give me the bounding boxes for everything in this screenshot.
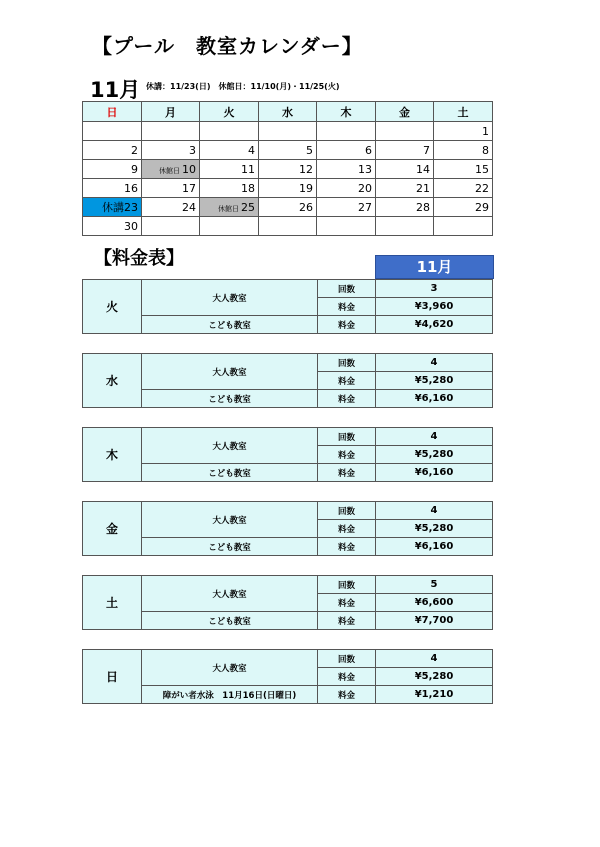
- adult-class-label: 大人教室: [142, 502, 318, 538]
- closed-day-tag: 休館日: [218, 204, 239, 213]
- calendar-day-cell: [142, 179, 200, 198]
- fee-label: 料金: [318, 538, 376, 556]
- calendar-day-cell: [317, 160, 376, 179]
- calendar-day-cell: [83, 160, 142, 179]
- calendar-day-cell: [83, 198, 142, 217]
- calendar-day-cell: [142, 160, 200, 179]
- calendar-day-number: 25: [241, 200, 255, 214]
- cancelled-class-tag: 休講: [102, 201, 124, 214]
- calendar-empty-cell: [200, 217, 259, 236]
- adult-fee-value: ¥5,280: [376, 372, 493, 390]
- adult-class-label: 大人教室: [142, 428, 318, 464]
- calendar-week-row: [83, 160, 493, 179]
- second-fee-value: ¥4,620: [376, 316, 493, 334]
- adult-fee-value: ¥5,280: [376, 446, 493, 464]
- calendar-empty-cell: [83, 122, 142, 141]
- weekday-header-row: [83, 102, 493, 122]
- second-class-label: こども教室: [142, 464, 318, 482]
- fee-label: 料金: [318, 390, 376, 408]
- calendar-day-number: 7: [423, 143, 430, 157]
- second-fee-value: ¥7,700: [376, 612, 493, 630]
- second-class-label: こども教室: [142, 538, 318, 556]
- calendar-day-cell: [376, 198, 434, 217]
- closed-day-tag: 休館日: [159, 166, 180, 175]
- calendar-day-number: 11: [241, 162, 255, 176]
- calendar-empty-cell: [142, 217, 200, 236]
- calendar-day-cell: [317, 198, 376, 217]
- calendar-day-cell: [434, 141, 493, 160]
- calendar-day-cell: [200, 141, 259, 160]
- calendar-day-cell: [434, 198, 493, 217]
- second-fee-value: ¥1,210: [376, 686, 493, 704]
- calendar-empty-cell: [376, 122, 434, 141]
- weekday-header: 月: [142, 102, 200, 122]
- fee-label: 料金: [318, 298, 376, 316]
- calendar-day-number: 3: [189, 143, 196, 157]
- calendar-day-number: 26: [299, 200, 313, 214]
- calendar-day-number: 9: [131, 162, 138, 176]
- adult-fee-value: ¥6,600: [376, 594, 493, 612]
- count-value: 4: [376, 650, 493, 668]
- calendar-day-number: 15: [475, 162, 489, 176]
- fee-label: 料金: [318, 446, 376, 464]
- calendar-empty-cell: [259, 122, 317, 141]
- fee-label: 料金: [318, 594, 376, 612]
- calendar-week-row: [83, 179, 493, 198]
- weekday-header: 木: [317, 102, 376, 122]
- adult-class-label: 大人教室: [142, 576, 318, 612]
- calendar-day-cell: [259, 179, 317, 198]
- calendar-week-row: [83, 122, 493, 141]
- calendar-day-number: 6: [365, 143, 372, 157]
- calendar-day-number: 19: [299, 181, 313, 195]
- count-label: 回数: [318, 650, 376, 668]
- count-label: 回数: [318, 576, 376, 594]
- second-fee-value: ¥6,160: [376, 538, 493, 556]
- calendar-empty-cell: [259, 217, 317, 236]
- calendar-day-cell: [434, 179, 493, 198]
- calendar-day-cell: [83, 217, 142, 236]
- fee-day-label: 火: [83, 280, 142, 334]
- count-label: 回数: [318, 428, 376, 446]
- second-class-label: 障がい者水泳 11月16日(日曜日): [142, 686, 318, 704]
- count-value: 4: [376, 428, 493, 446]
- calendar-day-cell: [376, 179, 434, 198]
- calendar-day-cell: [376, 160, 434, 179]
- calendar-empty-cell: [317, 217, 376, 236]
- calendar-day-cell: [259, 198, 317, 217]
- fee-label: 料金: [318, 686, 376, 704]
- fee-label: 料金: [318, 464, 376, 482]
- calendar-day-number: 13: [358, 162, 372, 176]
- second-class-label: こども教室: [142, 390, 318, 408]
- second-class-label: こども教室: [142, 612, 318, 630]
- count-label: 回数: [318, 354, 376, 372]
- calendar-day-number: 22: [475, 181, 489, 195]
- calendar-day-number: 2: [131, 143, 138, 157]
- month-label: 11月: [90, 78, 141, 102]
- calendar-day-cell: [434, 122, 493, 141]
- calendar-empty-cell: [317, 122, 376, 141]
- count-value: 3: [376, 280, 493, 298]
- count-value: 4: [376, 502, 493, 520]
- calendar-day-cell: [200, 198, 259, 217]
- fee-label: 料金: [318, 372, 376, 390]
- calendar-empty-cell: [200, 122, 259, 141]
- calendar-day-cell: [259, 160, 317, 179]
- count-value: 4: [376, 354, 493, 372]
- calendar-day-cell: [142, 141, 200, 160]
- calendar-day-number: 21: [416, 181, 430, 195]
- page-title: 【プール 教室カレンダー】: [92, 34, 363, 58]
- calendar-day-number: 24: [182, 200, 196, 214]
- calendar-day-cell: [200, 160, 259, 179]
- calendar-day-number: 23: [124, 201, 138, 214]
- calendar-week-row: [83, 217, 493, 236]
- calendar-day-number: 10: [182, 162, 196, 176]
- adult-fee-value: ¥5,280: [376, 668, 493, 686]
- weekday-header: 土: [434, 102, 493, 122]
- fee-table-0: [82, 279, 493, 334]
- fee-table-3: [82, 501, 493, 556]
- weekday-header: 金: [376, 102, 434, 122]
- fee-table-2: [82, 427, 493, 482]
- adult-fee-value: ¥3,960: [376, 298, 493, 316]
- fee-label: 料金: [318, 612, 376, 630]
- calendar-day-number: 27: [358, 200, 372, 214]
- fee-table-4: [82, 575, 493, 630]
- calendar-day-number: 17: [182, 181, 196, 195]
- weekday-header: 日: [83, 102, 142, 122]
- calendar-empty-cell: [142, 122, 200, 141]
- adult-class-label: 大人教室: [142, 354, 318, 390]
- weekday-header: 火: [200, 102, 259, 122]
- calendar-day-number: 14: [416, 162, 430, 176]
- fee-day-label: 金: [83, 502, 142, 556]
- closure-notice: 休講：11/23(日) 休館日：11/10(月)・11/25(火): [146, 82, 340, 91]
- fee-month-header: 11月: [375, 255, 494, 279]
- calendar-day-number: 30: [124, 219, 138, 233]
- fee-day-label: 土: [83, 576, 142, 630]
- adult-fee-value: ¥5,280: [376, 520, 493, 538]
- adult-class-label: 大人教室: [142, 650, 318, 686]
- calendar-empty-cell: [376, 217, 434, 236]
- fee-table-1: [82, 353, 493, 408]
- calendar-day-number: 29: [475, 200, 489, 214]
- calendar-day-number: 28: [416, 200, 430, 214]
- fee-label: 料金: [318, 520, 376, 538]
- second-fee-value: ¥6,160: [376, 464, 493, 482]
- calendar-week-row: [83, 141, 493, 160]
- calendar-body: [83, 122, 493, 236]
- fee-table-title: 【料金表】: [94, 248, 184, 269]
- calendar-day-number: 8: [482, 143, 489, 157]
- fee-day-label: 水: [83, 354, 142, 408]
- calendar-week-row: [83, 198, 493, 217]
- fee-label: 料金: [318, 316, 376, 334]
- calendar-day-number: 18: [241, 181, 255, 195]
- calendar-empty-cell: [434, 217, 493, 236]
- calendar-day-cell: [434, 160, 493, 179]
- calendar-day-number: 12: [299, 162, 313, 176]
- fee-day-label: 木: [83, 428, 142, 482]
- calendar-day-cell: [317, 179, 376, 198]
- calendar-day-cell: [317, 141, 376, 160]
- count-label: 回数: [318, 280, 376, 298]
- calendar-table: [82, 101, 493, 236]
- calendar-day-cell: [259, 141, 317, 160]
- calendar-day-cell: [83, 141, 142, 160]
- count-label: 回数: [318, 502, 376, 520]
- adult-class-label: 大人教室: [142, 280, 318, 316]
- calendar-day-cell: [200, 179, 259, 198]
- calendar-day-number: 1: [482, 124, 489, 138]
- calendar-day-number: 4: [248, 143, 255, 157]
- calendar-day-number: 5: [306, 143, 313, 157]
- second-class-label: こども教室: [142, 316, 318, 334]
- weekday-header: 水: [259, 102, 317, 122]
- calendar-day-cell: [376, 141, 434, 160]
- calendar-day-cell: [142, 198, 200, 217]
- second-fee-value: ¥6,160: [376, 390, 493, 408]
- fee-label: 料金: [318, 668, 376, 686]
- count-value: 5: [376, 576, 493, 594]
- calendar-day-number: 20: [358, 181, 372, 195]
- fee-table-5: [82, 649, 493, 704]
- calendar-day-number: 16: [124, 181, 138, 195]
- fee-day-label: 日: [83, 650, 142, 704]
- calendar-day-cell: [83, 179, 142, 198]
